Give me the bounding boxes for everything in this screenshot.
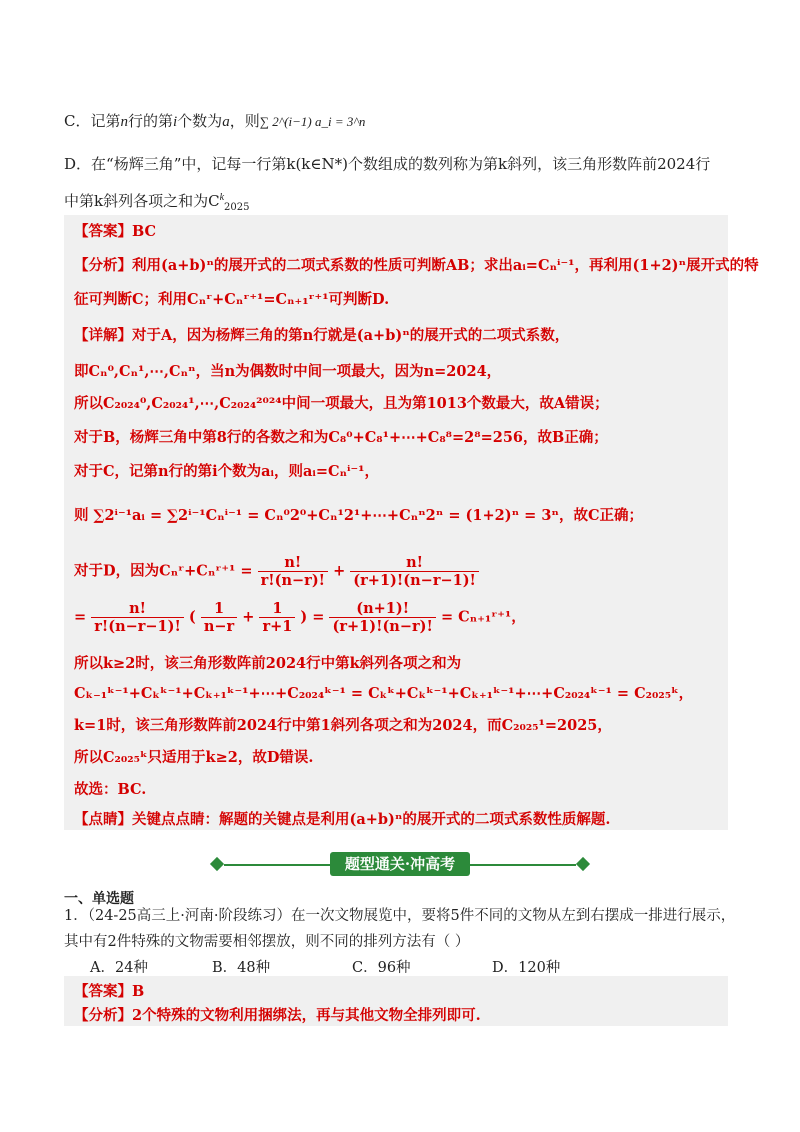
detail-l3: 所以C₂₀₂₄⁰,C₂₀₂₄¹,⋯,C₂₀₂₄²⁰²⁴中间一项最大，且为第1013个数最大，故A错误； (74, 395, 609, 412)
fraction-4: $\frac{1}{n-r}$ (201, 600, 237, 635)
question-line2: 其中有2件特殊的文物需要相邻摆放，则不同的排列方法有（ ） (64, 934, 470, 950)
diamond-icon (576, 857, 590, 871)
fraction-1: $\frac{n!}{r!(n-r)!}$ (258, 554, 328, 589)
fraction-3: $\frac{n!}{r!(n-r-1)!}$ (91, 600, 184, 635)
section-heading: 一、单选题 (64, 891, 134, 907)
option-c: C．记第n行的第i个数为a，则∑ 2^(i−1) a_i = 3^n (64, 112, 366, 130)
detail-l4: 对于B，杨辉三角中第8行的各数之和为C₈⁰+C₈¹+⋯+C₈⁸=2⁸=256，故B正确； (74, 429, 608, 446)
detail-l11: k=1时，该三角形数阵前2024行中第1斜列各项之和为2024，而C₂₀₂₅¹=2025， (74, 717, 612, 734)
analysis-line2: 征可判断C；利用Cₙʳ+Cₙʳ⁺¹=Cₙ₊₁ʳ⁺¹可判断D. (74, 291, 390, 308)
detail-l10: Cₖ₋₁ᵏ⁻¹+Cₖᵏ⁻¹+Cₖ₊₁ᵏ⁻¹+⋯+C₂₀₂₄ᵏ⁻¹ = Cₖᵏ+Cₖᵏ⁻¹+Cₖ₊₁ᵏ⁻¹+⋯+C₂₀₂₄ᵏ⁻¹ = C₂₀₂₅ᵏ， (74, 685, 694, 702)
option-d-line1: D．在“杨辉三角”中，记每一行第k(k∈N*)个数组成的数列称为第k斜列，该三角形数阵前2024行 (64, 155, 711, 173)
question-line1: 1．（24-25高三上·河南·阶段练习）在一次文物展览中，要将5件不同的文物从左到右摆成一排进行展示， (64, 908, 736, 924)
banner-line-right (470, 864, 576, 866)
detail-l7: 对于D，因为Cₙʳ+Cₙʳ⁺¹ = $\frac{n!}{r!(n-r)!}$ + $\frac{n!}{(r+1)!(n-r-1)!}$ (74, 554, 479, 589)
answer-line: 【答案】BC (74, 223, 157, 240)
detail-l5: 对于C，记第n行的第i个数为aᵢ，则aᵢ=Cₙⁱ⁻¹， (74, 463, 380, 480)
section-banner (200, 852, 600, 878)
analysis-line1: 【分析】利用(a+b)ⁿ的展开式的二项式系数的性质可判断AB；求出aᵢ=Cₙⁱ⁻¹，再利用(1+2)ⁿ展开式的特 (74, 257, 759, 274)
banner-line-left (224, 864, 330, 866)
detail-l13: 故选：BC. (74, 781, 147, 798)
diamond-icon (210, 857, 224, 871)
detail-l9: 所以k≥2时，该三角形数阵前2024行中第k斜列各项之和为 (74, 655, 462, 672)
detail-l1: 【详解】对于A，因为杨辉三角的第n行就是(a+b)ⁿ的展开式的二项式系数， (74, 327, 570, 344)
detail-l8: = $\frac{n!}{r!(n-r-1)!}$ ( $\frac{1}{n-r}$ + $\frac{1}{r+1}$ ) = $\frac{(n+1)!}{(r+1)!(n-r)!}$ = Cₙ₊₁ʳ⁺¹， (74, 600, 526, 635)
detail-l6: 则 ∑2ⁱ⁻¹aᵢ = ∑2ⁱ⁻¹Cₙⁱ⁻¹ = Cₙ⁰2⁰+Cₙ¹2¹+⋯+Cₙⁿ2ⁿ = (1+2)ⁿ = 3ⁿ，故C正确； (74, 507, 643, 524)
point-line: 【点睛】关键点点睛：解题的关键点是利用(a+b)ⁿ的展开式的二项式系数性质解题. (74, 811, 611, 828)
option-d-line2: 中第k斜列各项之和为$C^k_{2025}$ (64, 192, 250, 213)
choice-b: B．48种 (212, 960, 271, 976)
banner-title: 题型通关·冲高考 (330, 852, 470, 876)
fraction-6: $\frac{(n+1)!}{(r+1)!(n-r)!}$ (329, 600, 435, 635)
analysis2-line: 【分析】2个特殊的文物利用捆绑法，再与其他文物全排列即可. (74, 1007, 481, 1024)
choice-c: C．96种 (352, 960, 411, 976)
detail-l2: 即Cₙ⁰,Cₙ¹,⋯,Cₙⁿ，当n为偶数时中间一项最大，因为n=2024， (74, 363, 502, 380)
answer2-line: 【答案】B (74, 983, 145, 1000)
choice-d: D．120种 (492, 960, 561, 976)
choice-a: A．24种 (90, 960, 148, 976)
fraction-2: $\frac{n!}{(r+1)!(n-r-1)!}$ (350, 554, 479, 589)
detail-l12: 所以C₂₀₂₅ᵏ只适用于k≥2，故D错误. (74, 749, 314, 766)
fraction-5: $\frac{1}{r+1}$ (259, 600, 295, 635)
